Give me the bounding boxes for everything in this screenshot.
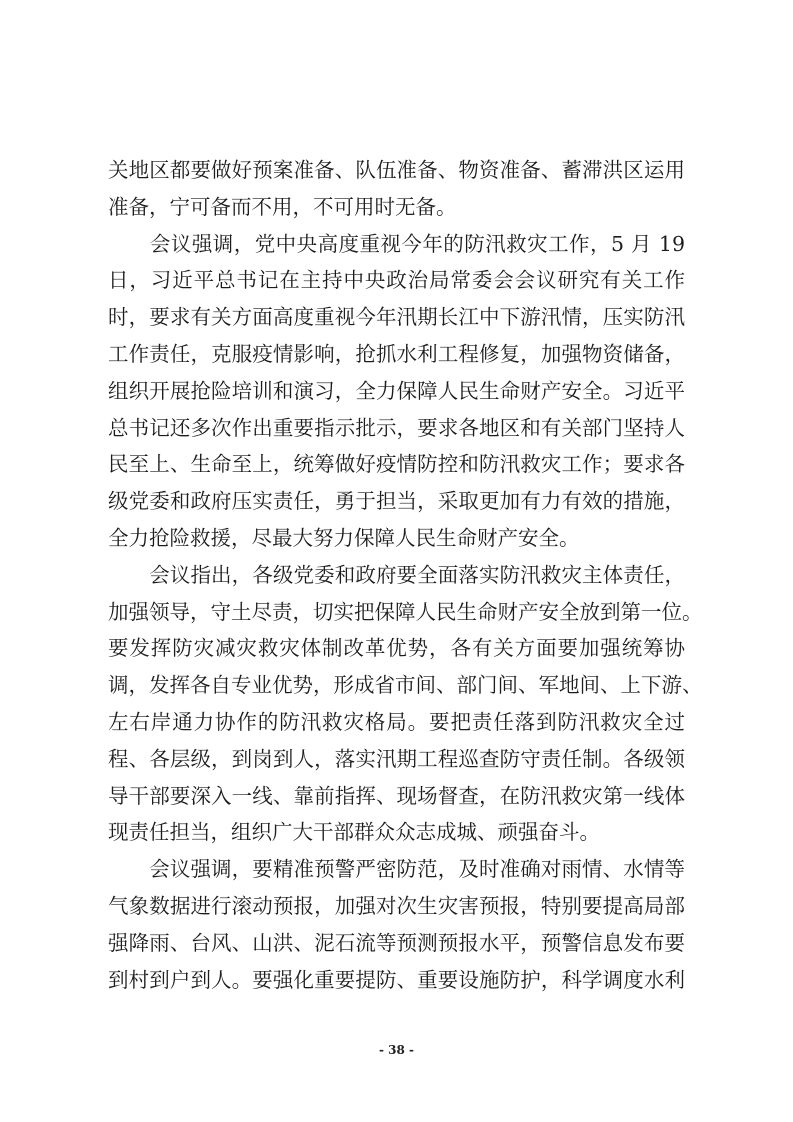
text-line: 民至上、生命至上，统筹做好疫情防控和防汛救灾工作；要求各 [108,452,685,477]
text-line: 日，习近平总书记在主持中央政治局常委会会议研究有关工作 [108,268,685,293]
text-line: 时，要求有关方面高度重视今年汛期长江中下游汛情，压实防汛 [108,305,685,330]
text-line: 组织开展抢险培训和演习，全力保障人民生命财产安全。习近平 [108,378,685,403]
text-line: 关地区都要做好预案准备、队伍准备、物资准备、蓄滞洪区运用 [108,158,685,182]
page-number: - 38 - [378,1043,414,1057]
text-line: 会议强调，要精准预警严密防范，及时准确对雨情、水情等 [108,857,685,882]
text-line: 工作责任，克服疫情影响，抢抓水利工程修复，加强物资储备， [108,341,685,366]
text-line: 到村到户到人。要强化重要提防、重要设施防护，科学调度水利 [108,967,685,992]
text-line: 导干部要深入一线、靠前指挥、现场督查，在防汛救灾第一线体 [108,783,685,808]
text-line: 全力抢险救援，尽最大努力保障人民生命财产安全。 [108,525,580,550]
text-line: 级党委和政府压实责任，勇于担当，采取更加有力有效的措施， [108,489,685,514]
text-line: 总书记还多次作出重要指示批示，要求各地区和有关部门坚持人 [108,415,685,440]
text-line: 现责任担当，组织广大干部群众众志成城、顽强奋斗。 [108,820,600,845]
text-line: 加强领导，守土尽责，切实把保障人民生命财产安全放到第一位。 [108,599,703,624]
text-line: 会议指出，各级党委和政府要全面落实防汛救灾主体责任， [108,562,685,587]
text-line: 要发挥防灾减灾救灾体制改革优势，各有关方面要加强统筹协 [108,636,685,661]
text-line: 气象数据进行滚动预报，加强对次生灾害预报，特别要提高局部 [108,893,685,918]
body-text [108,152,703,998]
text-line: 左右岸通力协作的防汛救灾格局。要把责任落到防汛救灾全过 [108,709,685,734]
text-line: 准备，宁可备而不用，不可用时无备。 [108,194,457,219]
text-line: 调，发挥各自专业优势，形成省市间、部门间、军地间、上下游、 [108,673,703,698]
text-line: 程、各层级，到岗到人，落实汛期工程巡查防守责任制。各级领 [108,746,685,771]
text-line: 强降雨、台风、山洪、泥石流等预测预报水平，预警信息发布要 [108,930,685,955]
text-line: 会议强调，党中央高度重视今年的防汛救灾工作，5 月 19 [108,231,685,256]
